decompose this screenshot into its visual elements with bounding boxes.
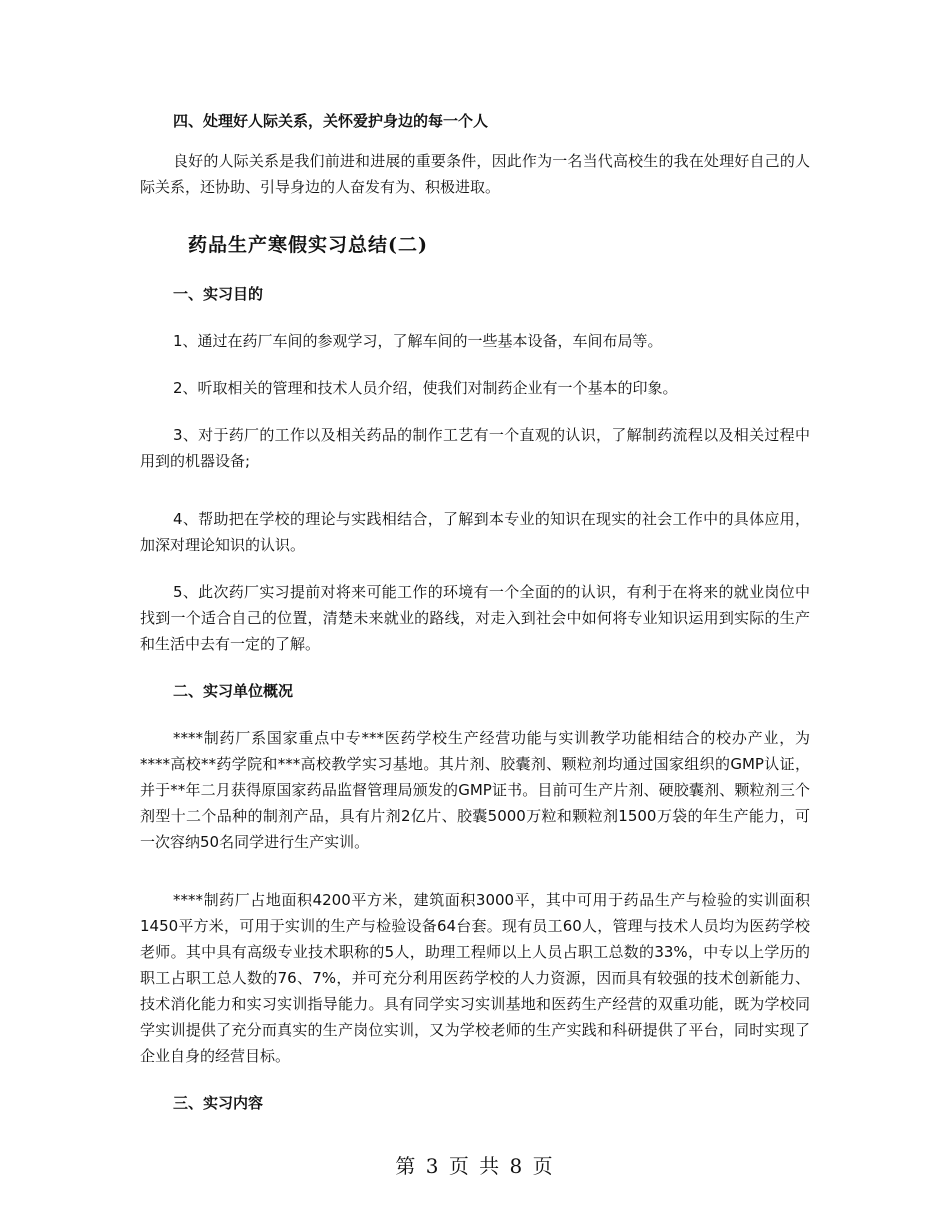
list-item: 1、通过在药厂车间的参观学习，了解车间的一些基本设备，车间布局等。 <box>173 332 663 350</box>
section3-heading: 三、实习内容 <box>173 1094 264 1112</box>
list-item: 5、此次药厂实习提前对将来可能工作的环境有一个全面的的认识，有利于在将来的就业岗位中找到一个适合自己的位置，清楚未来就业的路线，对走入到社会中如何将专业知识运用到实际的生产和生活中去有一定的了解。 <box>140 583 810 653</box>
overview-paragraph-1: ****制药厂系国家重点中专***医药学校生产经营功能与实训教学功能相结合的校办产业，为****高校**药学院和***高校教学实习基地。其片剂、胶囊剂、颗粒剂均通过国家组织的GMP认证，并于**年二月获得原国家药品监督管理局颁发的GMP证书。目前可生产片剂、硬胶囊剂、颗粒剂三个剂型十二个品种的制剂产品，具有片剂2亿片、胶囊5000万粒和颗粒剂1500万袋的年生产能力，可一次容纳50名同学进行生产实训。 <box>140 729 810 851</box>
document-title: 药品生产寒假实习总结(二) <box>188 234 428 256</box>
section4-heading: 四、处理好人际关系，关怀爱护身边的每一个人 <box>173 112 489 130</box>
list-item: 2、听取相关的管理和技术人员介绍，使我们对制药企业有一个基本的印象。 <box>173 379 678 397</box>
section4-paragraph: 良好的人际关系是我们前进和进展的重要条件，因此作为一名当代高校生的我在处理好自己的人际关系，还协助、引导身边的人奋发有为、积极进取。 <box>140 152 810 196</box>
section2-heading: 二、实习单位概况 <box>173 682 294 700</box>
section1-heading: 一、实习目的 <box>173 285 264 303</box>
overview-paragraph-2: ****制药厂占地面积4200平方米，建筑面积3000平，其中可用于药品生产与检验的实训面积1450平方米，可用于实训的生产与检验设备64台套。现有员工60人，管理与技术人员均为医药学校老师。其中具有高级专业技术职称的5人，助理工程师以上人员占职工总数的33%，中专以上学历的职工占职工总人数的76、7%，并可充分利用医药学校的人力资源，因而具有较强的技术创新能力、技术消化能力和实习实训指导能力。具有同学实习实训基地和医药生产经营的双重功能，既为学校同学实训提供了充分而真实的生产岗位实训，又为学校老师的生产实践和科研提供了平台，同时实现了企业自身的经营目标。 <box>140 891 810 1065</box>
list-item: 3、对于药厂的工作以及相关药品的制作工艺有一个直观的认识，了解制药流程以及相关过程中用到的机器设备; <box>140 426 810 470</box>
list-item: 4、帮助把在学校的理论与实践相结合，了解到本专业的知识在现实的社会工作中的具体应用，加深对理论知识的认识。 <box>140 510 810 554</box>
page-number-footer: 第 3 页 共 8 页 <box>395 1154 555 1178</box>
document-body <box>140 108 810 1116</box>
